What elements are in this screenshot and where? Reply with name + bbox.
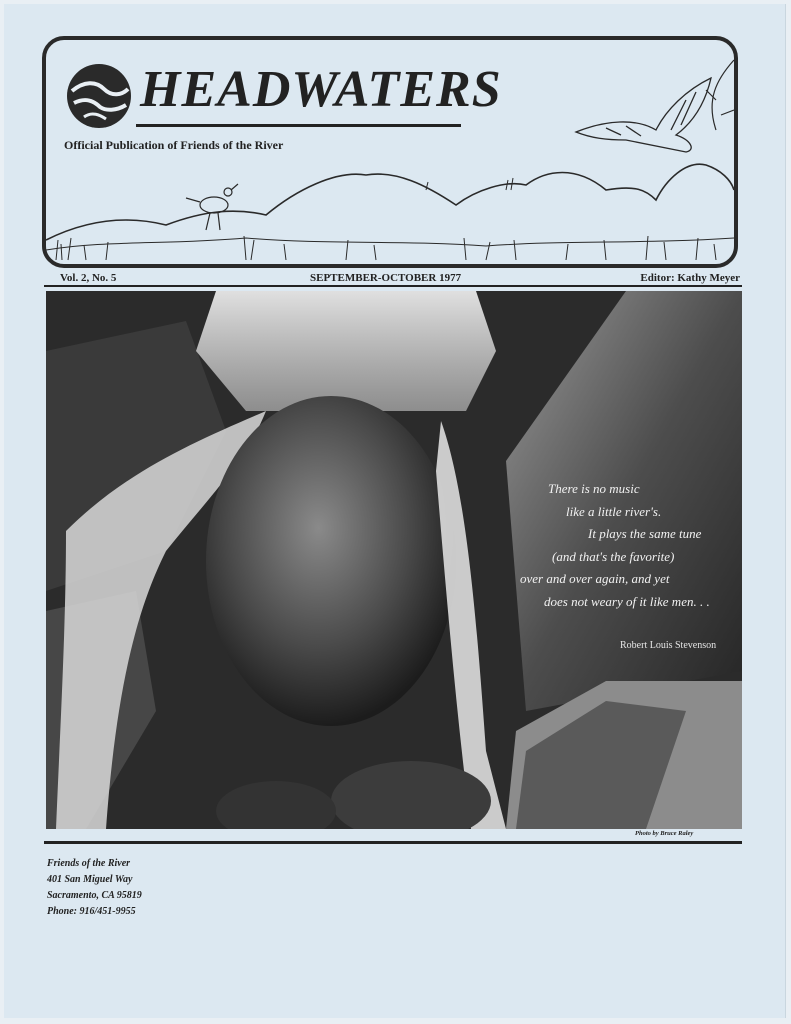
address-city: Sacramento, CA 95819 — [47, 890, 142, 901]
mailing-address — [47, 856, 142, 920]
title-underline — [136, 124, 461, 127]
footer-rule — [44, 841, 742, 844]
issue-date: SEPTEMBER-OCTOBER 1977 — [310, 272, 462, 284]
quote-attribution: Robert Louis Stevenson — [620, 640, 717, 651]
quote-line: (and that's the favorite) — [552, 548, 675, 564]
photo-credit: Photo by Bruce Raley — [635, 830, 694, 837]
address-street: 401 San Miguel Way — [47, 874, 133, 885]
river-logo-icon — [64, 61, 134, 131]
quote-line: like a little river's. — [566, 503, 662, 519]
publication-subtitle: Official Publication of Friends of the River — [64, 138, 284, 152]
publication-title: HEADWATERS — [140, 61, 502, 118]
quote-line: It plays the same tune — [588, 526, 702, 541]
volume-number: Vol. 2, No. 5 — [60, 272, 117, 284]
editor-credit: Editor: Kathy Meyer — [640, 272, 740, 284]
address-org: Friends of the River — [47, 858, 131, 869]
quote-line: over and over again, and yet — [520, 571, 670, 586]
address-phone: Phone: 916/451-9955 — [47, 906, 136, 917]
river-quote — [500, 478, 730, 613]
quote-line: does not weary of it like men. . . — [544, 593, 710, 609]
quote-line: There is no music — [548, 481, 640, 496]
header-rule — [44, 285, 742, 287]
